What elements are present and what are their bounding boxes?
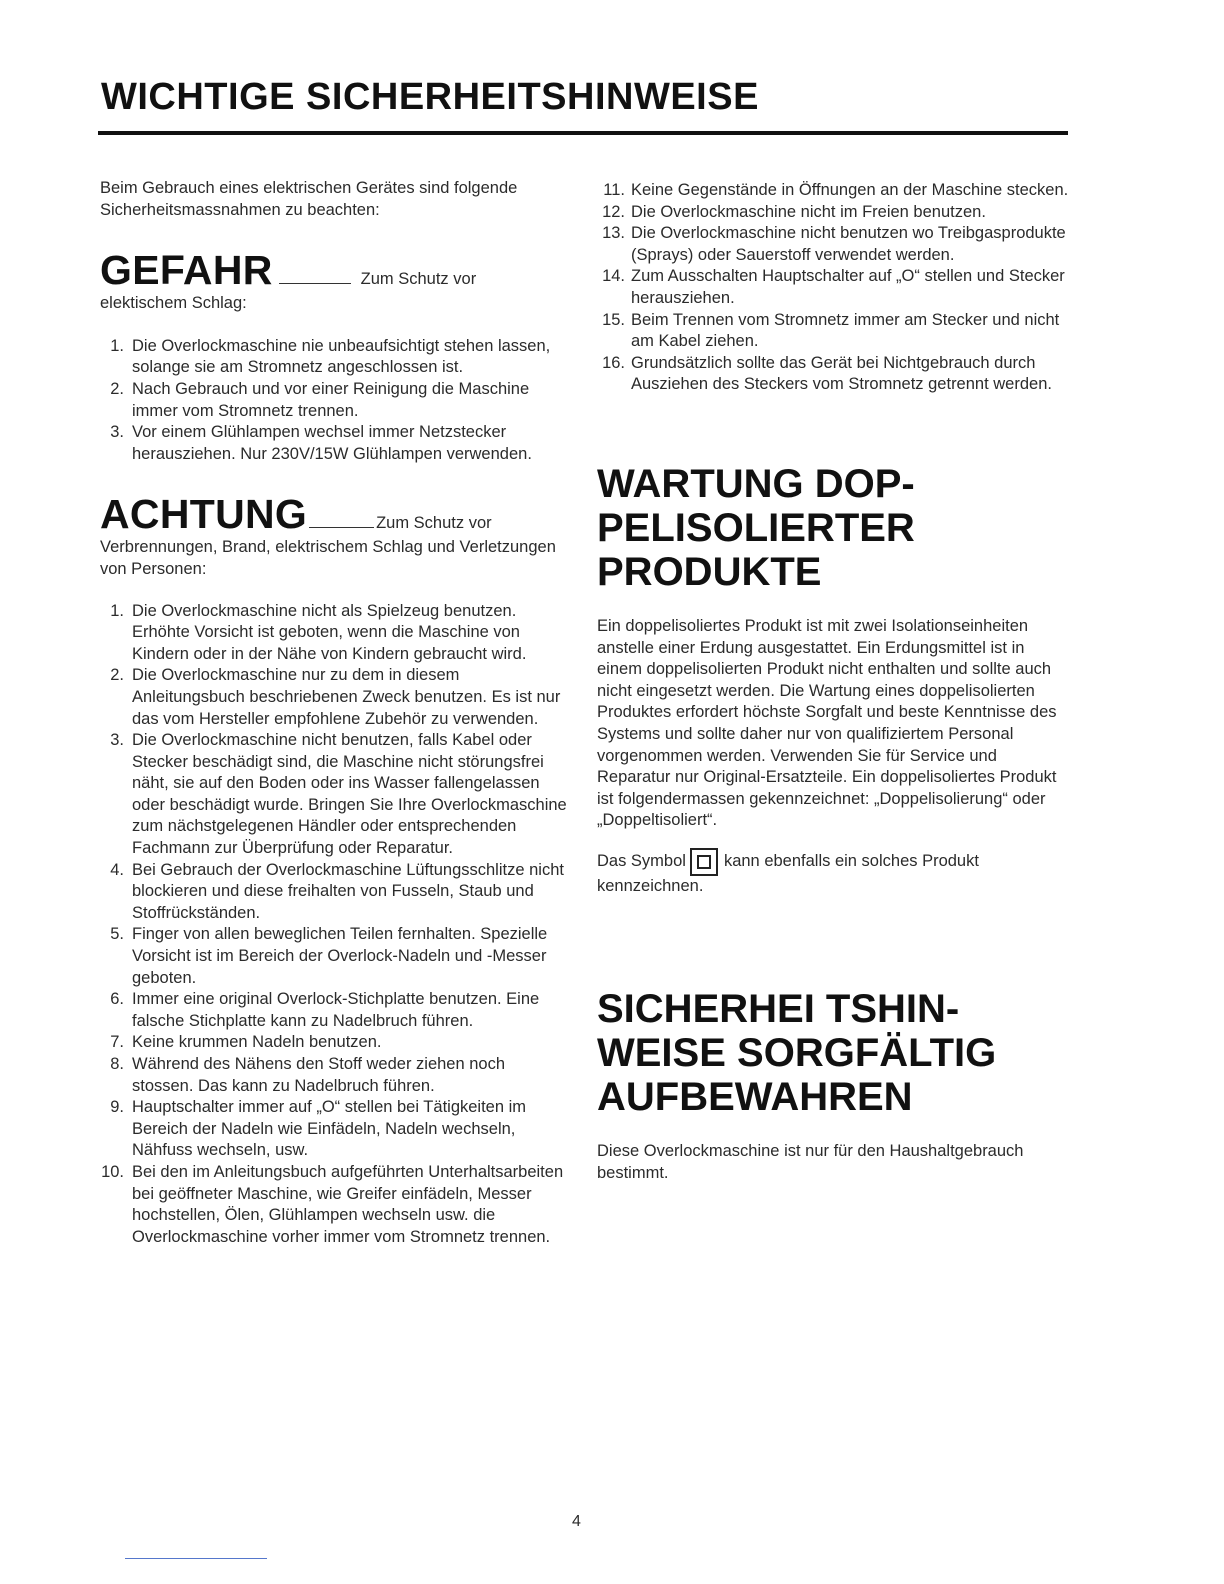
achtung-section [100, 491, 570, 1248]
intro-text: Beim Gebrauch eines elektrischen Gerätes sind folgende Sicherheitsmassnahmen zu beachten: [100, 179, 518, 219]
list-item-number: 7. [110, 1033, 124, 1052]
gefahr-list [100, 336, 570, 466]
list-item-number: 8. [110, 1055, 124, 1073]
gefahr-cont: elektischem Schlag: [100, 294, 247, 313]
list-item-text: Hauptschalter immer auf „O“ stellen bei Tätigkeiten im Bereich der Nadeln wie Einfädeln, Nadeln wechseln, Nähfuss wechseln, usw. [132, 1098, 527, 1160]
achtung-cont: Verbrennungen, Brand, elektrischem Schlag und Verletzungen von Personen: [100, 538, 556, 578]
page-title: WICHTIGE SICHERHEITSHINWEISE [101, 76, 759, 118]
list-item-text: Finger von allen beweglichen Teilen fernhalten. Spezielle Vorsicht ist im Bereich der Overlock-Nadeln und -Messer geboten. [132, 925, 548, 987]
list-item-number: 15. [602, 310, 625, 329]
list-item [597, 180, 1072, 202]
list-item [100, 422, 570, 465]
gefahr-word: GEFAHR [100, 247, 273, 294]
list-item-text: Die Overlockmaschine nicht benutzen wo Treibgasprodukte (Sprays) oder Sauerstoff verwendet werden. [631, 224, 1066, 264]
symbol-line [597, 848, 1072, 876]
wartung-title-line: PRODUKTE [597, 549, 822, 594]
list-item-number: 4. [110, 860, 124, 879]
achtung-sub: Zum Schutz vor [376, 514, 492, 533]
wartung-title-line: PELISOLIERTER [597, 505, 915, 550]
list-item-number: 1. [110, 601, 124, 620]
list-item-number: 1. [110, 336, 124, 355]
page-number: 4 [572, 1513, 581, 1530]
list-item [100, 989, 570, 1032]
wartung-body: Ein doppelisoliertes Produkt ist mit zwei Isolationseinheiten anstelle einer Erdung ausgestattet. Ein Erdungsmittel ist in einem doppelisolierten Produkt nicht enthalten und sollte auch nicht eingesetzt werden. Die Wartung eines doppelisolierten Produktes erfordert höchste Sorgfalt und beste Kenntnisse des Systems und sollte daher nur von qualifiziertem Personal vorgenommen werden. Verwenden Sie für Service und Reparatur nur Original-Ersatzteile. Ein doppelisoliertes Produkt ist folgendermassen gekennzeichnet: „Doppelisolierung“ oder „Doppeltisoliert“. [597, 616, 1057, 830]
list-item-number: 11. [603, 181, 625, 199]
list-item-number: 2. [110, 379, 124, 398]
wartung-section [597, 462, 1072, 898]
list-item [100, 665, 570, 730]
list-item-number: 9. [110, 1098, 124, 1117]
list-item-text: Während des Nähens den Stoff weder ziehen noch stossen. Das kann zu Nadelbruch führen. [132, 1055, 506, 1095]
list-item [100, 601, 570, 666]
list-item-number: 3. [110, 731, 124, 750]
achtung-heading [100, 491, 570, 537]
gefahr-underline [279, 283, 351, 284]
symbol-cont: kennzeichnen. [597, 876, 704, 895]
list-item-number: 16. [602, 353, 625, 372]
list-item [597, 310, 1072, 353]
achtung-list [100, 601, 570, 1249]
list-item-text: Die Overlockmaschine nur zu dem in diesem Anleitungsbuch beschriebenen Zweck benutzen. Es ist nur das vom Hersteller empfohlene Zubehör zu verwenden. [132, 666, 561, 728]
list-item-text: Die Overlockmaschine nicht benutzen, falls Kabel oder Stecker beschädigt sind, die Maschine nicht störungsfrei näht, sie auf den Boden oder ins Wasser fallengelassen oder beschädigt wurde. Bringen Sie Ihre Overlockmaschine zum nächstgelegenen Händler oder entsprechenden Fachmann zur Überprüfung oder Reparatur. [132, 731, 567, 858]
achtung-underline [309, 527, 374, 528]
title-rule [98, 131, 1068, 135]
list-item-text: Keine krummen Nadeln benutzen. [132, 1033, 382, 1052]
list-item [100, 1054, 570, 1097]
aufbewahren-title-line: AUFBEWAHREN [597, 1075, 913, 1120]
list-item [597, 266, 1072, 309]
wartung-title [597, 462, 1072, 594]
aufbewahren-section [597, 987, 1072, 1184]
left-column [100, 178, 570, 1248]
list-item-text: Nach Gebrauch und vor einer Reinigung die Maschine immer vom Stromnetz trennen. [132, 379, 530, 420]
list-item [100, 730, 570, 860]
list-item-text: Immer eine original Overlock-Stichplatte benutzen. Eine falsche Stichplatte kann zu Nadelbruch führen. [132, 990, 540, 1030]
list-item-text: Die Overlockmaschine nie unbeaufsichtigt stehen lassen, solange sie am Stromnetz angeschlossen ist. [132, 336, 551, 377]
right-column [597, 180, 1072, 1185]
list-item-number: 13. [602, 224, 625, 243]
list-item-text: Beim Trennen vom Stromnetz immer am Stecker und nicht am Kabel ziehen. [631, 310, 1060, 351]
aufbewahren-title-line: WEISE SORGFÄLTIG [597, 1031, 997, 1076]
list-item [100, 336, 570, 379]
list-item-text: Die Overlockmaschine nicht als Spielzeug benutzen. Erhöhte Vorsicht ist geboten, wenn die Maschine von Kindern oder in der Nähe von Kindern gebraucht wird. [132, 601, 527, 663]
list-item-number: 10. [101, 1162, 124, 1181]
gefahr-section [100, 247, 570, 465]
aufbewahren-title [597, 987, 1072, 1119]
list-item-number: 6. [110, 990, 124, 1009]
list-item-text: Vor einem Glühlampen wechsel immer Netzstecker herausziehen. Nur 230V/15W Glühlampen verwenden. [132, 423, 532, 463]
double-insulation-symbol-icon [690, 848, 718, 876]
list-item [100, 924, 570, 989]
gefahr-heading [100, 247, 570, 293]
list-item [100, 379, 570, 422]
list-item-text: Bei den im Anleitungsbuch aufgeführten Unterhaltsarbeiten bei geöffneter Maschine, wie Greifer einfädeln, Messer hochstellen, Ölen, Glühlampen wechseln usw. die Overlockmaschine vorher immer vom Stromnetz trennen. [132, 1162, 564, 1246]
list-item-text: Grundsätzlich sollte das Gerät bei Nichtgebrauch durch Ausziehen des Steckers vom Stromnetz getrennt werden. [631, 353, 1052, 394]
list-item-number: 14. [602, 267, 625, 286]
list-item-number: 12. [602, 202, 625, 221]
list-item-number: 2. [110, 666, 124, 685]
footer-rule [125, 1558, 267, 1559]
symbol-after: kann ebenfalls ein solches Produkt [723, 852, 979, 871]
list-item [597, 202, 1072, 224]
list-item-text: Zum Ausschalten Hauptschalter auf „O“ stellen und Stecker herausziehen. [631, 267, 1065, 307]
list-item-text: Bei Gebrauch der Overlockmaschine Lüftungsschlitze nicht blockieren und diese freihalten von Fusseln, Staub und Stoffrückständen. [132, 860, 564, 922]
list-item-text: Die Overlockmaschine nicht im Freien benutzen. [631, 202, 986, 221]
list-item [100, 860, 570, 925]
achtung-word: ACHTUNG [100, 491, 308, 538]
list-item [597, 353, 1072, 396]
list-item-number: 3. [110, 423, 124, 442]
aufbewahren-body: Diese Overlockmaschine ist nur für den Haushaltgebrauch bestimmt. [597, 1142, 1024, 1183]
list-item-text: Keine Gegenstände in Öffnungen an der Maschine stecken. [631, 181, 1069, 199]
symbol-before: Das Symbol [597, 852, 686, 871]
list-item [100, 1032, 570, 1054]
list-item [100, 1162, 570, 1248]
list-item [597, 223, 1072, 266]
continued-list [597, 180, 1072, 396]
gefahr-sub: Zum Schutz vor [360, 270, 477, 289]
list-item [100, 1097, 570, 1162]
list-item-number: 5. [110, 925, 124, 944]
aufbewahren-title-line: SICHERHEI TSHIN- [597, 987, 960, 1032]
wartung-title-line: WARTUNG DOP- [597, 461, 915, 506]
